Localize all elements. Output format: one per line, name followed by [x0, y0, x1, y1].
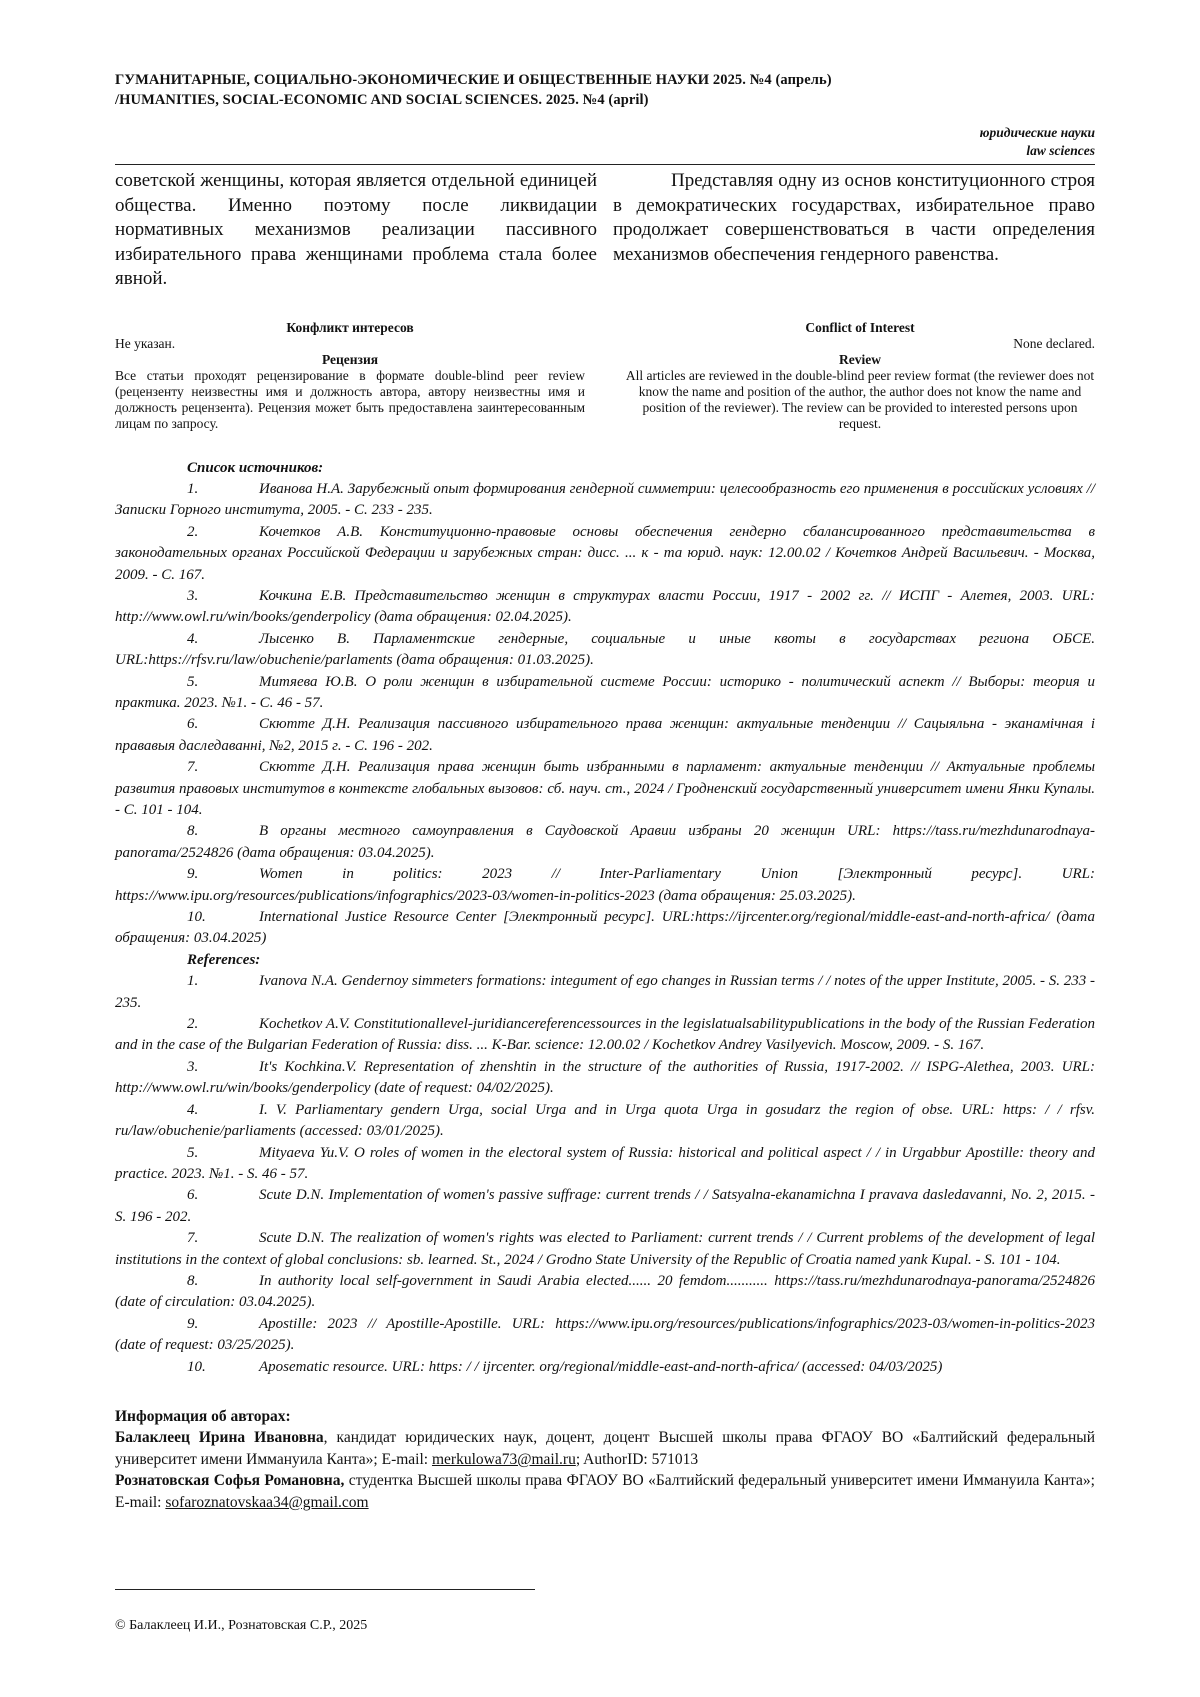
reference-lists [115, 458, 1095, 1378]
author-info [115, 1406, 1095, 1514]
source-item-text: Лысенко В. Парламентские гендерные, социальные и иные квоты в государствах региона ОБСЕ. URL:https://rfsv.ru/law/obuchenie/parlaments (дата обращения: 01.03.2025). [115, 630, 1095, 669]
conflict-text-en: None declared. [1013, 335, 1095, 351]
author-2-name: Рознатовская Софья Романовна, [115, 1472, 345, 1490]
author-1-email-link[interactable]: merkulowa73@mail.ru [431, 1450, 576, 1468]
source-item [115, 864, 1095, 907]
article-meta [115, 320, 1095, 432]
source-item-number: 8. [187, 823, 199, 840]
references-list [115, 971, 1095, 1378]
author-1 [115, 1427, 1095, 1470]
source-item [115, 672, 1095, 715]
reference-item [115, 1014, 1095, 1057]
reference-item [115, 1357, 1095, 1378]
sources-list [115, 479, 1095, 950]
reference-item [115, 1057, 1095, 1100]
reference-item [115, 1143, 1095, 1186]
reference-item-text: Ivanova N.A. Gendernoy simmeters formations: integument of ego changes in Russian terms / / notes of the upper Institute, 2005. - S. 233 - 235. [115, 973, 1095, 1011]
body-columns [115, 169, 1095, 292]
review-text-ru: Все статьи проходят рецензирование в формате double-blind peer review (рецензенту неизвестны имя и должность автора, автору неизвестны имя и должность рецензента). Рецензия может быть предоставлена заинтересованным лицам по запросу. [115, 367, 585, 431]
source-item-text: Women in politics: 2023 // Inter-Parliamentary Union [Электронный ресурс]. URL: https://www.ipu.org/resources/publications/infographics/2023-03/women-in-politics-2023 (дата обращения: 25.03.2025). [115, 866, 1095, 904]
reference-item-number: 6. [187, 1187, 199, 1204]
author-1-text: , кандидат юридических наук, доцент, доцент Высшей школы права ФГАОУ ВО «Балтийский федеральный университет имени Иммануила Канта»; E-mail: [115, 1429, 1096, 1468]
source-item-number: 3. [187, 587, 199, 604]
reference-item-number: 2. [187, 1016, 199, 1033]
reference-item-number: 8. [187, 1272, 199, 1289]
source-item [115, 907, 1095, 950]
source-item [115, 757, 1095, 821]
conflict-text-ru: Не указан. [115, 335, 176, 351]
source-item [115, 629, 1095, 672]
source-item-text: Кочкина Е.В. Представительство женщин в структурах власти России, 1917 - 2002 гг. // ИСПГ - Алетея, 2003. URL: http://www.owl.ru/win/books/genderpolicy (дата обращения: 02.04.2025). [115, 587, 1095, 626]
source-item [115, 522, 1095, 586]
reference-item [115, 1271, 1095, 1314]
section-ru: юридические науки [979, 125, 1095, 140]
journal-title-ru: ГУМАНИТАРНЫЕ, СОЦИАЛЬНО-ЭКОНОМИЧЕСКИЕ И ОБЩЕСТВЕННЫЕ НАУКИ 2025. №4 (апрель) [115, 72, 832, 88]
reference-item-text: It's Kochkina.V. Representation of zhenshtin in the structure of the authorities of Russia, 1917-2002. // ISPG-Alethea, 2003. URL: http://www.owl.ru/win/books/genderpolicy (date of request: 04/02/2025). [115, 1058, 1095, 1097]
author-2-text: студентка Высшей школы права ФГАОУ ВО «Балтийский федеральный университет имени Иммануила Канта»; E-mail: [115, 1472, 1095, 1511]
author-1-name: Балаклеец Ирина Ивановна [115, 1429, 324, 1447]
source-item-number: 9. [187, 866, 199, 883]
reference-item-number: 10. [187, 1358, 206, 1375]
source-item [115, 479, 1095, 522]
source-item-text: Скютте Д.Н. Реализация пассивного избирательного права женщин: актуальные тенденции // Сацыяльна - эканамічная і прававыя даследаванні, №2, 2015 г. - С. 196 - 202. [115, 716, 1095, 754]
source-item-text: Скютте Д.Н. Реализация права женщин быть избранными в парламент: актуальные тенденции // Актуальные проблемы развития правовых институтов в контексте глобальных вызовов: сб. науч. ст., 2024 / Гродненский государственный университет имени Янки Купалы. - С. 101 - 104. [115, 759, 1095, 818]
section-en: law sciences [1026, 143, 1095, 158]
authors-title: Информация об авторах: [115, 1407, 291, 1425]
section-tag [115, 124, 1095, 160]
body-left-column [115, 169, 597, 292]
conflict-title-en: Conflict of Interest [805, 319, 915, 335]
source-item-number: 4. [187, 630, 199, 647]
reference-item [115, 1100, 1095, 1143]
body-right-column [613, 169, 1095, 292]
reference-item-number: 7. [187, 1230, 199, 1247]
source-item [115, 821, 1095, 864]
source-item-text: Митяева Ю.В. О роли женщин в избирательной системе России: историко - политический аспект // Выборы: теория и практика. 2023. №1. - С. 46 - 57. [115, 673, 1095, 711]
meta-ru [115, 320, 585, 432]
reference-item-number: 9. [187, 1315, 199, 1332]
source-item-number: 10. [187, 909, 206, 926]
sources-title: Список источников: [187, 459, 324, 476]
source-item-number: 7. [187, 759, 199, 776]
reference-item-text: I. V. Parliamentary gendern Urga, social Urga and in Urga quota Urga in gosudarz the region of obse. URL: https: / / rfsv. ru/law/obuchenie/parliaments (accessed: 03/01/2025). [115, 1101, 1095, 1140]
reference-item-number: 3. [187, 1058, 199, 1075]
source-item [115, 586, 1095, 629]
page [115, 70, 1095, 1513]
journal-title-en: /HUMANITIES, SOCIAL-ECONOMIC AND SOCIAL SCIENCES. 2025. №4 (april) [115, 92, 649, 108]
body-left-paragraph: советской женщины, которая является отдельной единицей общества. Именно поэтому после ликвидации нормативных механизмов реализации пассивного избирательного права женщинами проблема стала более явной. [115, 170, 597, 289]
conflict-title-ru: Конфликт интересов [286, 319, 414, 335]
reference-item-text: Aposematic resource. URL: https: / / ijrcenter. org/regional/middle-east-and-north-africa/ (accessed: 04/03/2025) [259, 1358, 943, 1375]
reference-item-text: Scute D.N. The realization of women's rights was elected to Parliament: current trends / / Current problems of the development of legal institutions in the context of global conclusions: sb. learned. St., 2024 / Grodno State University of the Republic of Croatia named yank Kupal. - S. 101 - 104. [115, 1230, 1095, 1268]
reference-item-number: 1. [187, 973, 199, 990]
meta-en [625, 320, 1095, 432]
reference-item-number: 4. [187, 1101, 199, 1118]
reference-item [115, 1314, 1095, 1357]
author-1-tail: ; AuthorID: 571013 [575, 1450, 699, 1468]
reference-item [115, 971, 1095, 1014]
reference-item-text: Scute D.N. Implementation of women's passive suffrage: current trends / / Satsyalna-ekanamichna I pravava dasledavanni, No. 2, 2015. - S. 196 - 202. [115, 1187, 1095, 1225]
references-title: References: [187, 951, 261, 968]
reference-item [115, 1185, 1095, 1228]
review-title-en: Review [839, 351, 881, 367]
author-2-email-link[interactable]: sofaroznatovskaa34@gmail.com [165, 1493, 369, 1511]
reference-item-text: Apostille: 2023 // Apostille-Apostille. URL: https://www.ipu.org/resources/publications/infographics/2023-03/women-in-politics-2023 (date of request: 03/25/2025). [115, 1315, 1095, 1354]
source-item-text: Иванова Н.А. Зарубежный опыт формирования гендерной симметрии: целесообразность его применения в российских условиях // Записки Горного института, 2005. - С. 233 - 235. [115, 480, 1095, 519]
author-2 [115, 1470, 1095, 1513]
body-right-paragraph: Представляя одну из основ конституционного строя в демократических государствах, избирательное право продолжает совершенствоваться в части определения механизмов обеспечения гендерного равенства. [613, 170, 1095, 265]
source-item-text: International Justice Resource Center [Электронный ресурс]. URL:https://ijrcenter.org/regional/middle-east-and-north-africa/ (дата обращения: 03.04.2025) [115, 909, 1095, 947]
header-rule [115, 164, 1095, 165]
copyright: © Балаклеец И.И., Рознатовская С.Р., 2025 [115, 1618, 368, 1633]
reference-item-text: In authority local self-government in Saudi Arabia elected...... 20 femdom........... https://tass.ru/mezhdunarodnaya-panorama/2524826 (date of circulation: 03.04.2025). [115, 1272, 1095, 1311]
source-item-number: 2. [187, 523, 199, 540]
reference-item-number: 5. [187, 1144, 199, 1161]
reference-item [115, 1228, 1095, 1271]
source-item-text: В органы местного самоуправления в Саудовской Аравии избраны 20 женщин URL: https://tass.ru/mezhdunarodnaya-panorama/2524826 (дата обращения: 03.04.2025). [115, 823, 1095, 861]
source-item-number: 6. [187, 716, 199, 733]
source-item-text: Кочетков А.В. Конституционно-правовые основы обеспечения гендерно сбалансированного представительства в законодательных органах Российской Федерации и зарубежных стран: дисс. ... к - та юрид. наук: 12.00.02 / Кочетков Андрей Васильевич. - Москва, 2009. - С. 167. [115, 523, 1095, 583]
footnote-rule [115, 1589, 535, 1590]
source-item-number: 5. [187, 673, 199, 690]
review-text-en: All articles are reviewed in the double-blind peer review format (the reviewer does not know the name and position of the author, the author does not know the name and position of the reviewer). The review can be provided to interested persons upon request. [625, 367, 1095, 431]
reference-item-text: Kochetkov A.V. Constitutionallevel-juridiancereferencessources in the legislatualsabilitypublications in the body of the Russian Federation and in the case of the Bulgarian Federation of Russia: diss. ... K-Bar. science: 12.00.02 / Kochetkov Andrey Vasilyevich. Moscow, 2009. - S. 167. [115, 1016, 1095, 1054]
source-item-number: 1. [187, 480, 199, 497]
source-item [115, 714, 1095, 757]
reference-item-text: Mityaeva Yu.V. O roles of women in the electoral system of Russia: historical and political aspect / / in Urgabbur Apostille: theory and practice. 2023. №1. - S. 46 - 57. [115, 1144, 1095, 1182]
review-title-ru: Рецензия [321, 351, 379, 367]
